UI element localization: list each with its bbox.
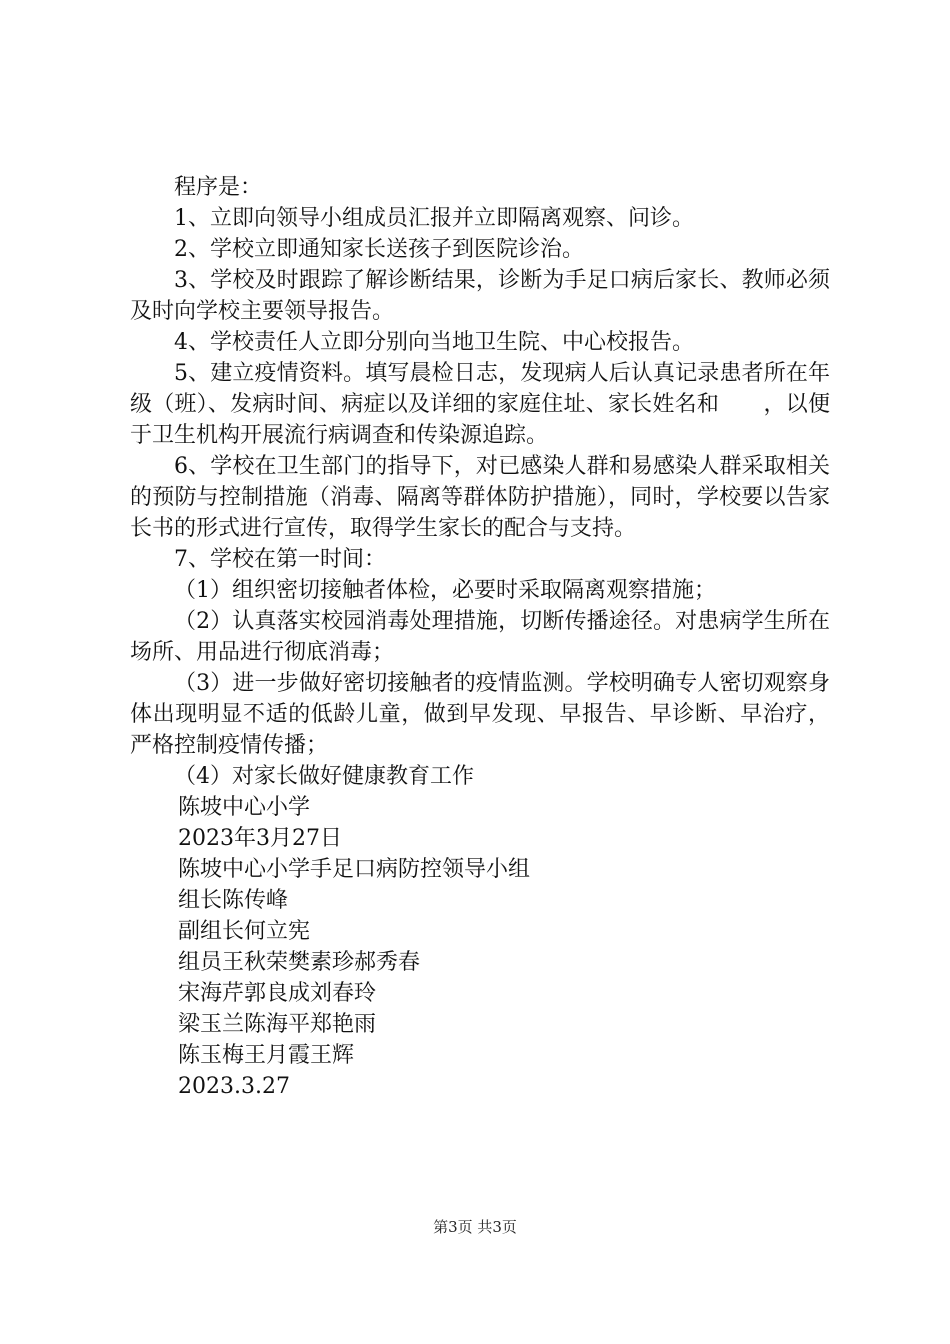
paragraph-substep-1: （1）组织密切接触者体检，必要时采取隔离观察措施；: [174, 578, 716, 603]
group-members-line-2: 宋海芹郭良成刘春玲: [178, 981, 377, 1006]
paragraph-procedure-intro: 程序是：: [174, 175, 263, 200]
paragraph-step-3: 3、学校及时跟踪了解诊断结果，诊断为手足口病后家长、教师必须及时向学校主要领导报告。: [130, 268, 830, 324]
paragraph-substep-3: （3）进一步做好密切接触者的疫情监测。学校明确专人密切观察身体出现明显不适的低龄儿童，做到早发现、早报告、早诊断、早治疗，严格控制疫情传播；: [130, 671, 830, 758]
group-members-line-4: 陈玉梅王月霞王辉: [178, 1043, 355, 1068]
paragraph-step-4: 4、学校责任人立即分别向当地卫生院、中心校报告。: [174, 330, 694, 355]
paragraph-step-7: 7、学校在第一时间：: [174, 547, 386, 572]
paragraph-step-6: 6、学校在卫生部门的指导下，对已感染人群和易感染人群采取相关的预防与控制措施（消毒、隔离等群体防护措施），同时，学校要以告家长书的形式进行宣传，取得学生家长的配合与支持。: [130, 454, 830, 541]
group-deputy: 副组长何立宪: [178, 919, 311, 944]
paragraph-step-5: 5、建立疫情资料。填写晨检日志，发现病人后认真记录患者所在年级（班）、发病时间、病症以及详细的家庭住址、家长姓名和 ，以便于卫生机构开展流行病调查和传染源追踪。: [130, 361, 830, 448]
paragraph-step-1: 1、立即向领导小组成员汇报并立即隔离观察、问诊。: [174, 206, 694, 231]
closing-date: 2023.3.27: [178, 1074, 290, 1099]
group-leader: 组长陈传峰: [178, 888, 289, 913]
paragraph-substep-2: （2）认真落实校园消毒处理措施，切断传播途径。对患病学生所在场所、用品进行彻底消毒；: [130, 609, 830, 665]
group-members-line-3: 梁玉兰陈海平郑艳雨: [178, 1012, 377, 1037]
document-body: [130, 172, 830, 1102]
group-members-line-1: 组员王秋荣樊素珍郝秀春: [178, 950, 421, 975]
signature-school: 陈坡中心小学: [178, 795, 311, 820]
paragraph-substep-4: （4）对家长做好健康教育工作: [174, 764, 474, 789]
signature-date: 2023年3月27日: [178, 826, 342, 851]
page-footer: 第3页 共3页: [433, 1218, 517, 1236]
group-title: 陈坡中心小学手足口病防控领导小组: [178, 857, 531, 882]
signature-block: [130, 792, 830, 1102]
paragraph-step-2: 2、学校立即通知家长送孩子到医院诊治。: [174, 237, 584, 262]
